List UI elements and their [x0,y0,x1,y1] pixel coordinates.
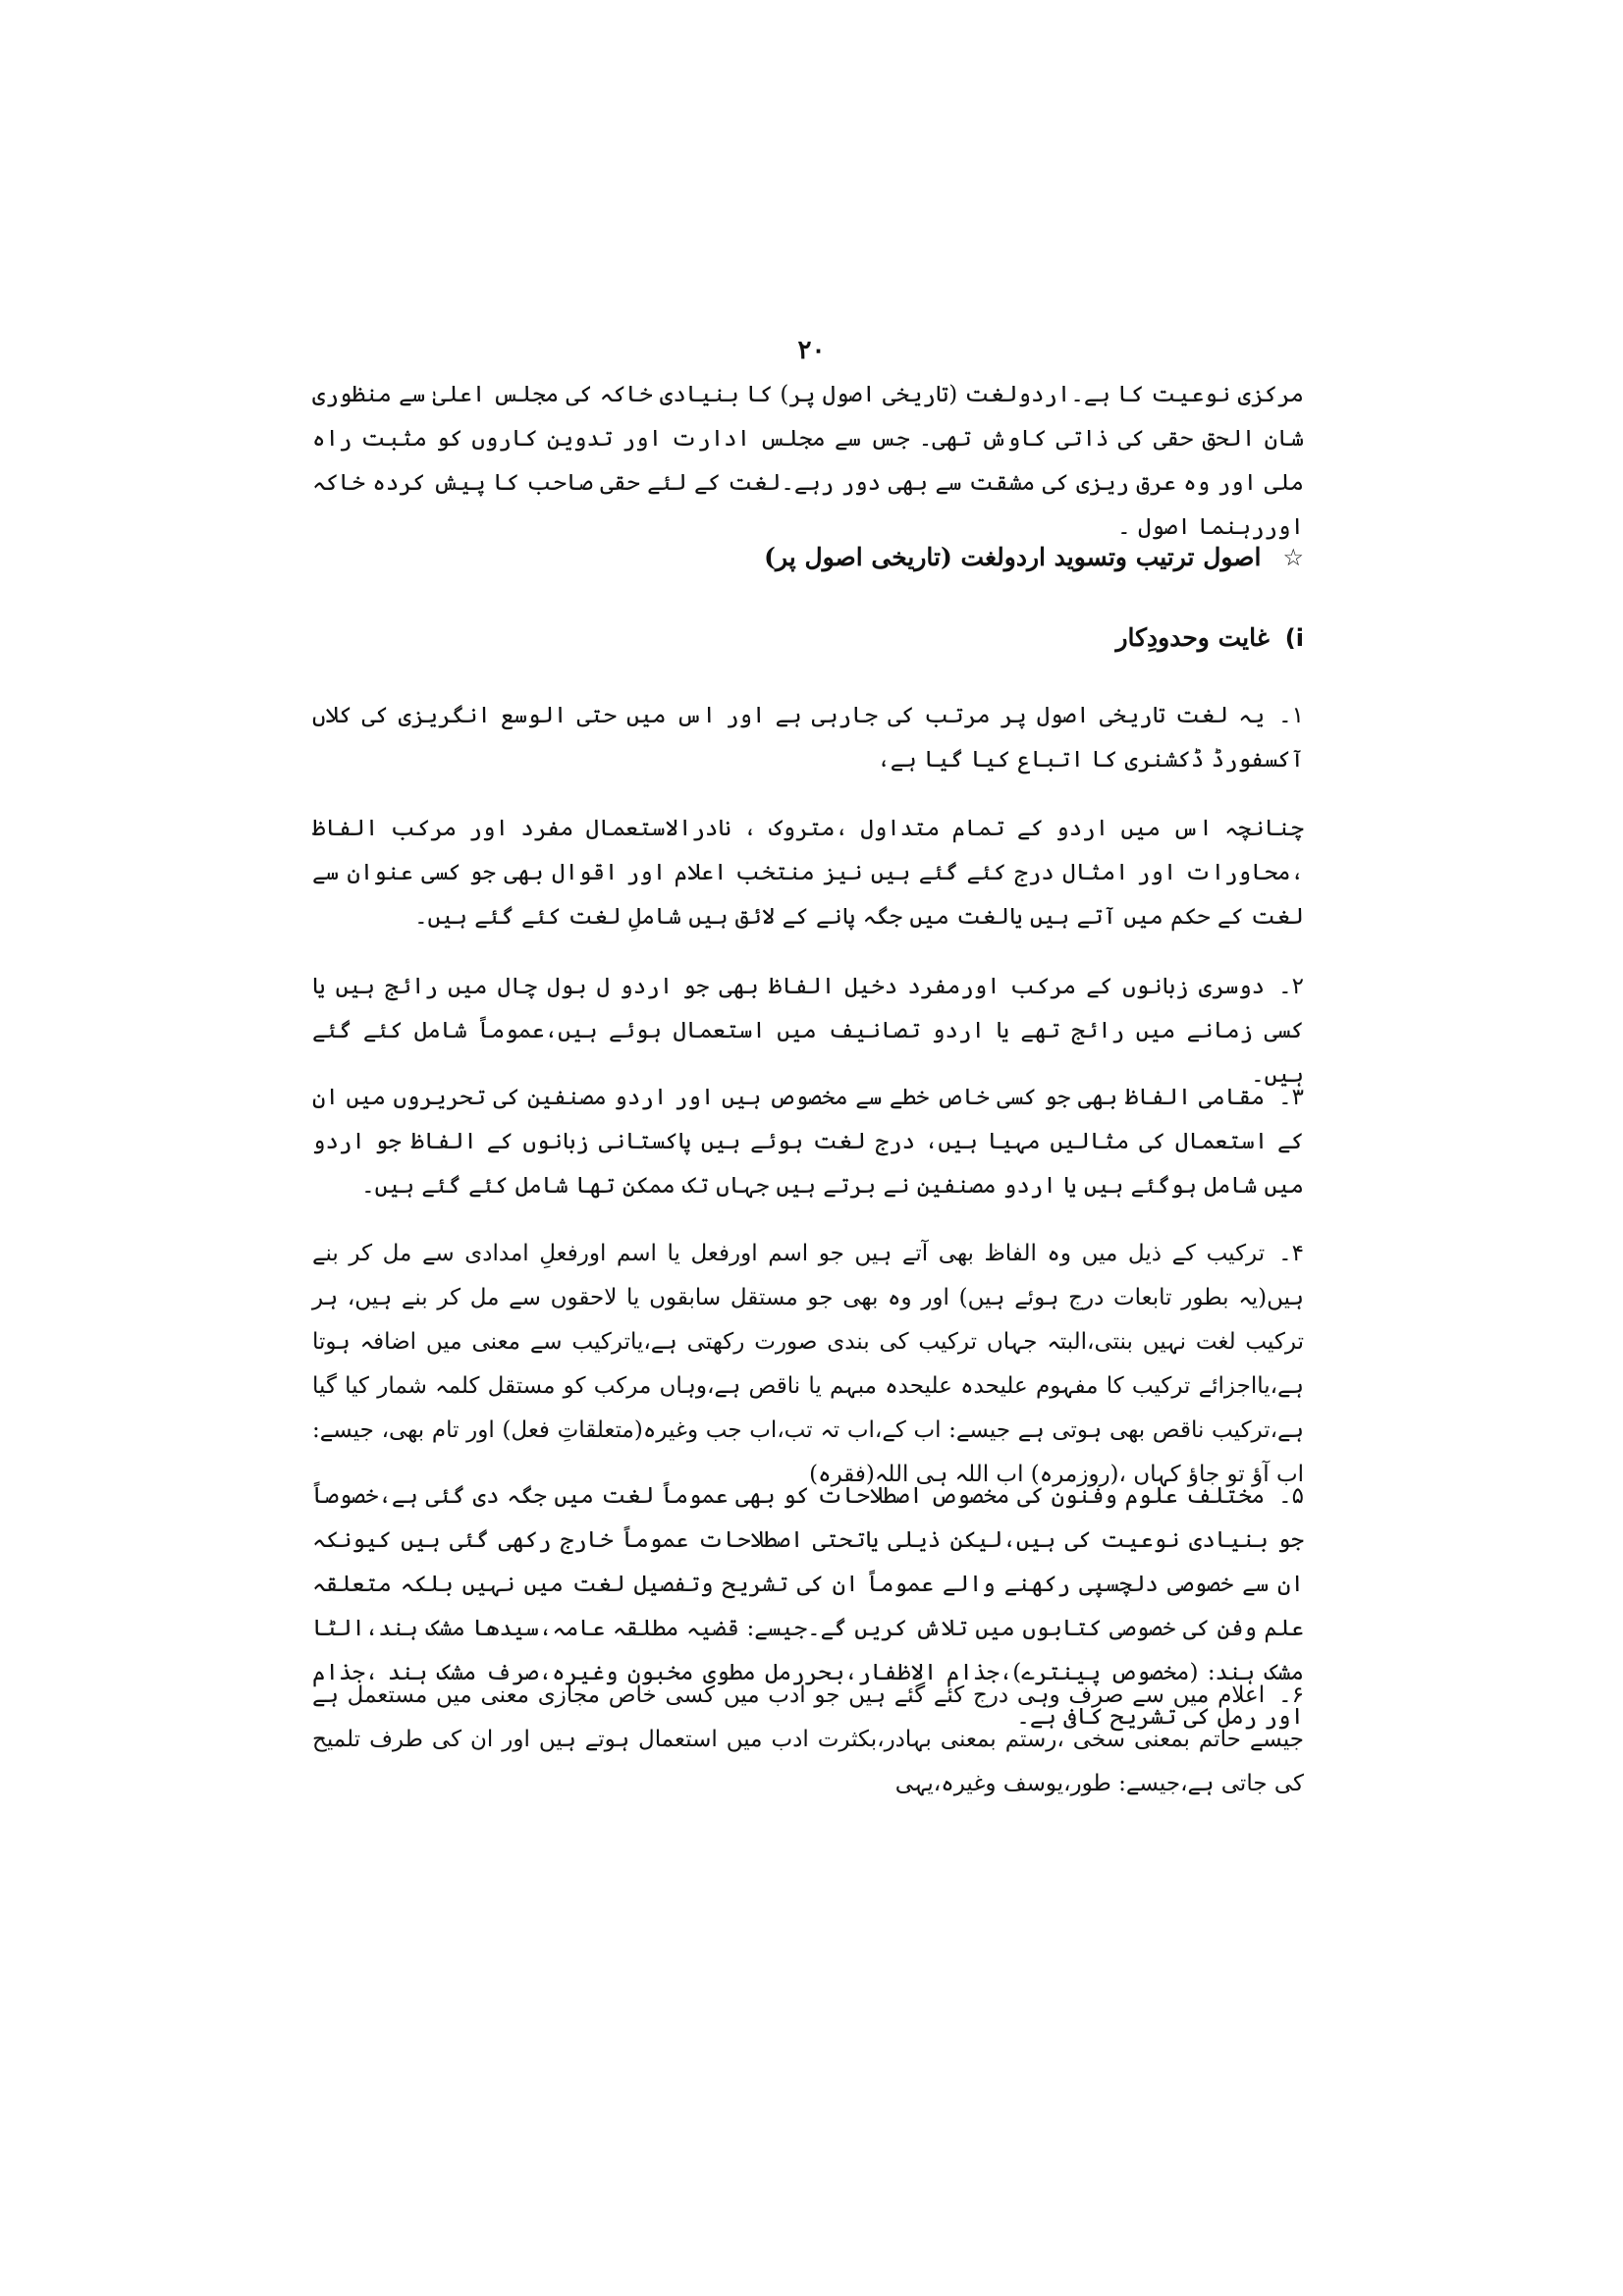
item-text: دوسری زبانوں کے مرکب اورمفرد دخیل الفاظ بھی جو اردو ل بول چال میں رائج ہیں یا کسی زمانے میں رائج تھے یا اردو تصانیف میں استعمال ہوئے ہیں،عموماً شامل کئے گئے ہیں۔ [312,974,1304,1088]
item-number: ۳۔ [1278,1085,1304,1110]
item-text: چنانچہ اس میں اردو کے تمام متداول ،متروک ، نادرالاستعمال مفرد اور مرکب الفاظ ،محاورات اور امثال درج کئے گئے ہیں نیز منتخب اعلام اور اقوال بھی جو کسی عنوان سے لغت کے حکم میں آتے ہیں یالغت میں جگہ پانے کے لائق ہیں شاملِ لغت کئے گئے ہیں۔ [312,816,1304,930]
item-text: مقامی الفاظ بھی جو کسی خاص خطے سے مخصوص ہیں اور اردو مصنفین کی تحریروں میں ان کے استعمال کی مثالیں مہیا ہیں، درج لغت ہوئے ہیں پاکستانی زبانوں کے الفاظ جو اردو میں شامل ہوگئے ہیں یا اردو مصنفین نے برتے ہیں جہاں تک ممکن تھا شامل کئے گئے ہیں۔ [312,1085,1304,1199]
item-number: ۴۔ [1278,1241,1304,1266]
list-item [312,1232,1304,1497]
section-heading [764,538,1304,577]
section-heading-text: اصول ترتیب وتسوید اردولغت (تاریخی اصول پر) [764,543,1262,571]
list-item [312,807,1304,939]
list-item [312,1674,1304,1806]
sub-heading-marker: i) [1284,624,1304,652]
item-number: ۵۔ [1278,1483,1304,1509]
sub-heading [1115,618,1304,658]
item-number: ۱۔ [1278,703,1304,728]
intro-paragraph [312,373,1304,550]
item-text: ترکیب کے ذیل میں وہ الفاظ بھی آتے ہیں جو اسم اورفعل یا اسم اورفعلِ امدادی سے مل کر بنے ہیں(یہ بطور تابعات درج ہوئے ہیں) اور وہ بھی جو مستقل سابقوں یا لاحقوں سے مل کر بنے ہیں، ہر ترکیب لغت نہیں بنتی،البتہ جہاں ترکیب کی بندی صورت رکھتی ہے،یاترکیب سے معنی میں اضافہ ہوتا ہے،یااجزائے ترکیب کا مفہوم علیحدہ علیحدہ مبہم یا ناقص ہے،وہاں مرکب کو مستقل کلمہ شمار کیا گیا ہے،ترکیب ناقص بھی ہوتی ہے جیسے: اب کے،اب تہ تب،اب جب وغیرہ(متعلقاتِ فعل) اور تام بھی، جیسے: اب آؤ تو جاؤ کہاں ،(روزمرہ) اب اللہ ہی اللہ(فقرہ) [312,1241,1304,1487]
item-number: ۲۔ [1278,974,1304,999]
list-item [312,694,1304,782]
intro-text: مرکزی نوعیت کا ہے۔اردولغت (تاریخی اصول پر) کا بنیادی خاکہ کی مجلس اعلیٰ سے منظوری شان الحق حقی کی ذاتی کاوش تھی۔ جس سے مجلس ادارت اور تدوین کاروں کو مثبت راہ ملی اور وہ عرق ریزی کی مشقت سے بھی دور رہے۔لغت کے لئے حقی صاحب کا پیش کردہ خاکہ اوررہنما اصول ۔ [312,382,1304,540]
item-text: یہ لغت تاریخی اصول پر مرتب کی جارہی ہے اور اس میں حتی الوسع انگریزی کی کلاں آکسفورڈ ڈکشنری کا اتباع کیا گیا ہے، [312,703,1304,773]
list-item [312,1076,1304,1208]
page-number: ۲۰ [797,336,826,365]
sub-heading-text: غایت وحدودِکار [1115,623,1270,652]
item-text: اعلام میں سے صرف وہی درج کئے گئے ہیں جو ادب میں کسی خاص مجازی معنی میں مستعمل ہے جیسے حاتم بمعنی سخی ،رستم بمعنی بہادر،بکثرت ادب میں استعمال ہوتے ہیں اور ان کی طرف تلمیح کی جاتی ہے،جیسے: طور،یوسف وغیرہ،یہی [312,1682,1304,1796]
item-number: ۶۔ [1278,1682,1304,1708]
star-icon: ☆ [1282,544,1304,571]
item-text: مختلف علوم وفنون کی مخصوص اصطلاحات کو بھی عموماً لغت میں جگہ دی گئی ہے،خصوصاً جو بنیادی نوعیت کی ہیں،لیکن ذیلی یاتحتی اصطلاحات عموماً خارج رکھی گئی ہیں کیونکہ ان سے خصوصی دلچسپی رکھنے والے عموماً ان کی تشریح وتفصیل لغت میں نہیں بلکہ متعلقہ علم وفن کی خصوصی کتابوں میں تلاش کریں گے۔جیسے: قضیہ مطلقہ عامہ،سیدھا مشک ہند،الٹا مشک ہند: (مخصوص پینترے)،جذام الاظفار،بحررمل مطوی مخبون وغیرہ،صرف مشک ہند ،جذام اور رمل کی تشریح کافی ہے۔ [312,1483,1304,1730]
